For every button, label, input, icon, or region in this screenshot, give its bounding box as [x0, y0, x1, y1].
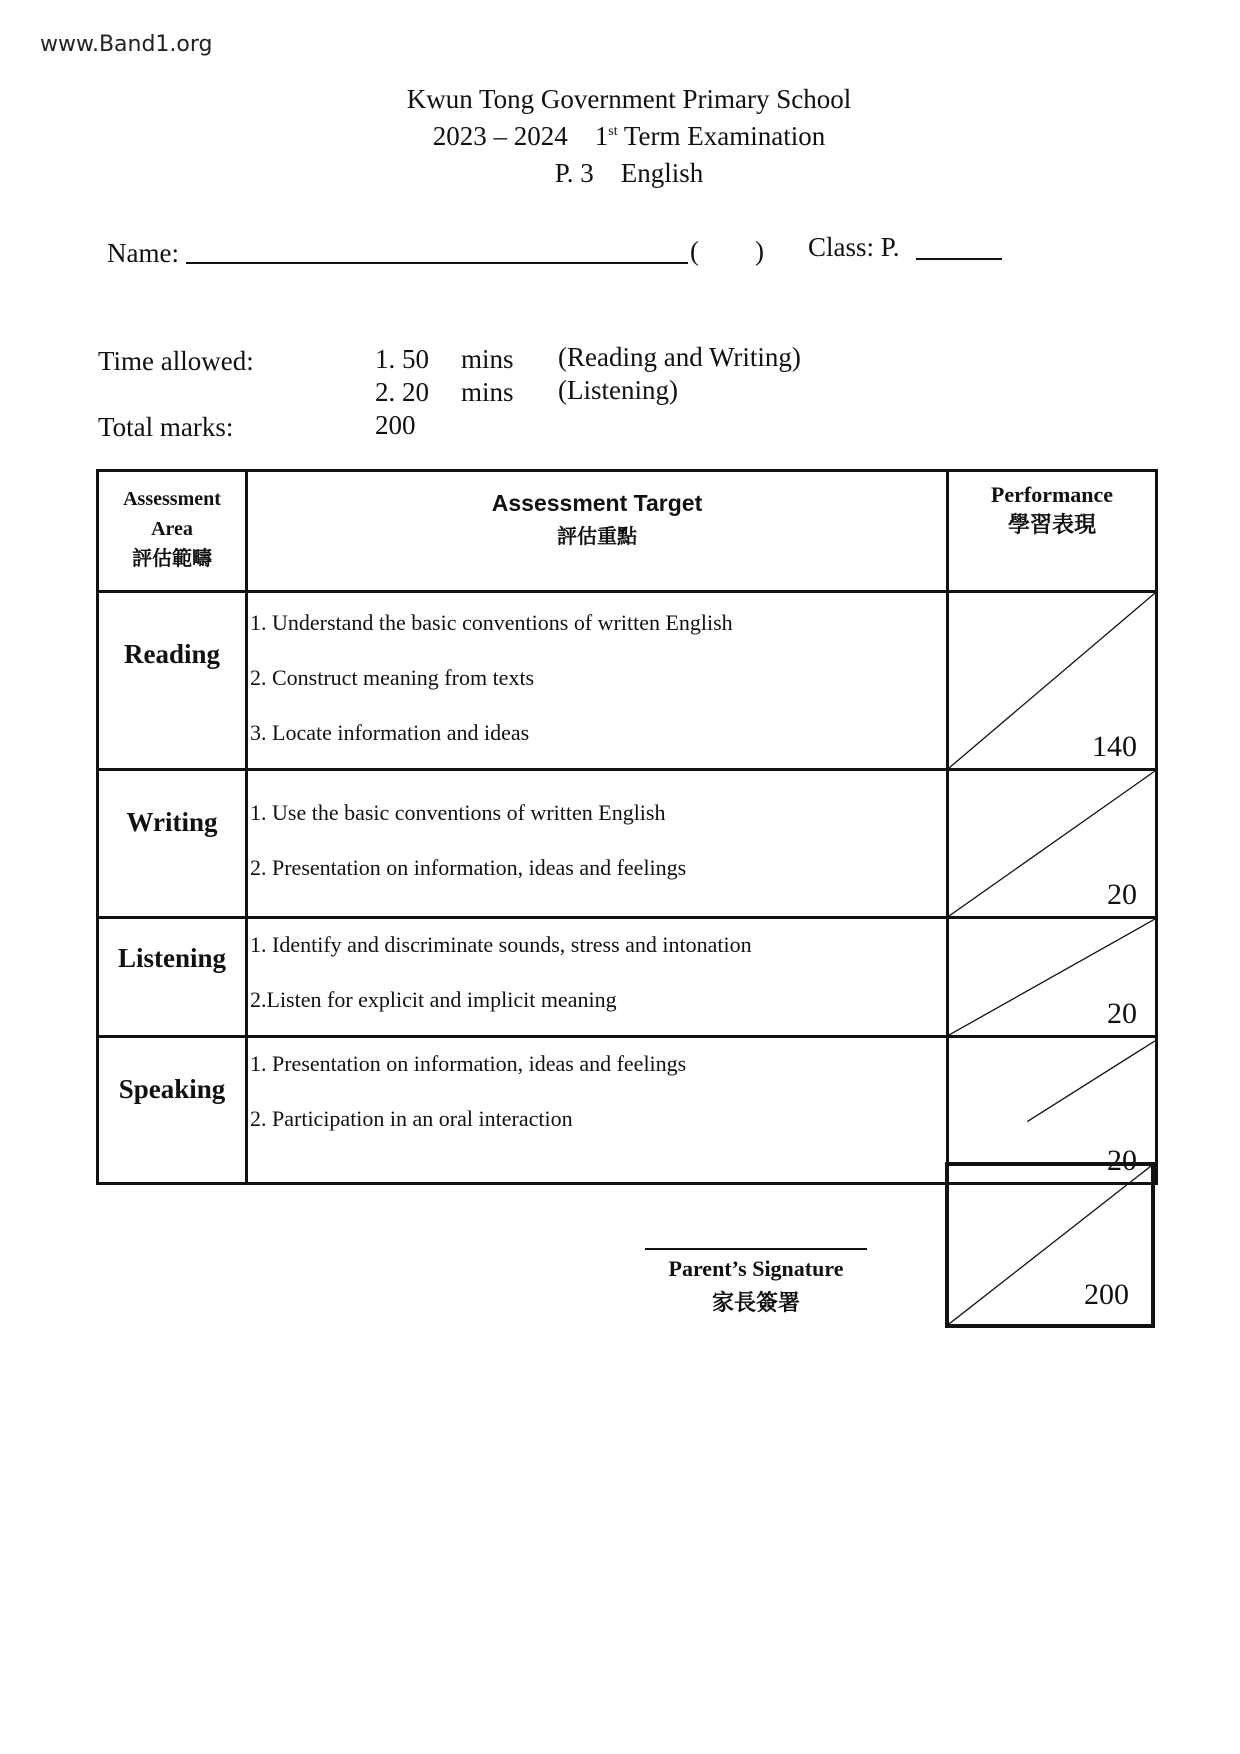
target-item: 2. Construct meaning from texts	[250, 665, 535, 690]
time-listening-desc: (Listening)	[558, 375, 678, 405]
performance-listening	[948, 918, 1157, 1037]
target-item: 2.Listen for explicit and implicit meaning	[250, 987, 617, 1012]
header-area-en2: Area	[151, 518, 193, 540]
term-ordinal-suffix: st	[608, 124, 618, 139]
total-performance-box	[945, 1162, 1155, 1328]
target-item: 3. Locate information and ideas	[250, 720, 530, 745]
exam-title	[0, 121, 1240, 152]
table-header-row	[98, 471, 1157, 592]
target-item: 1. Use the basic conventions of written English	[250, 800, 666, 825]
target-item: 1. Identify and discriminate sounds, stress and intonation	[250, 932, 752, 957]
time-reading-writing-desc: (Reading and Writing)	[558, 342, 801, 372]
name-label: Name:	[107, 238, 179, 268]
targets-reading	[247, 592, 948, 770]
marks-writing: 20	[1107, 878, 1137, 911]
class-number-paren-open: (	[690, 236, 699, 266]
level-subject	[0, 158, 1240, 189]
name-field[interactable]	[186, 262, 688, 264]
parent-signature-label-zh: 家長簽署	[711, 1290, 800, 1315]
marks-listening: 20	[1107, 997, 1137, 1030]
performance-reading	[948, 592, 1157, 770]
performance-writing	[948, 770, 1157, 918]
class-label: Class: P.	[808, 232, 900, 262]
table-row	[98, 918, 1157, 1037]
target-item: 2. Presentation on information, ideas and feelings	[250, 855, 687, 880]
watermark: www.Band1.org	[40, 32, 213, 57]
term-ordinal: 1	[594, 121, 609, 151]
targets-speaking	[247, 1037, 948, 1184]
area-speaking: Speaking	[98, 1037, 247, 1184]
table-row	[98, 770, 1157, 918]
target-item: 1. Understand the basic conventions of written English	[250, 610, 733, 635]
table-row	[98, 592, 1157, 770]
targets-writing	[247, 770, 948, 918]
time-allowed-label: Time allowed:	[98, 346, 254, 376]
area-listening: Listening	[98, 918, 247, 1037]
header-assessment-area	[98, 471, 247, 592]
time-reading-writing: 1. 50	[375, 344, 429, 374]
marks-speaking: 20	[1107, 1144, 1137, 1177]
target-item: 1. Presentation on information, ideas and feelings	[250, 1051, 687, 1076]
time-listening-unit: mins	[461, 377, 514, 407]
header-area-en1: Assessment	[123, 488, 221, 510]
school-name: Kwun Tong Government Primary School	[406, 84, 852, 114]
header-area-zh: 評估範疇	[132, 548, 212, 570]
header-target-zh: 評估重點	[557, 526, 637, 548]
parent-signature-label: Parent’s Signature	[668, 1256, 844, 1281]
class-number-paren-close: )	[755, 236, 764, 266]
marks-reading: 140	[1092, 730, 1137, 763]
exam-year: 2023 – 2024	[432, 121, 568, 151]
time-reading-writing-unit: mins	[461, 344, 514, 374]
class-field[interactable]	[916, 258, 1002, 260]
level: P. 3	[554, 158, 594, 188]
header-performance	[948, 471, 1157, 592]
area-writing: Writing	[98, 770, 247, 918]
assessment-table	[96, 469, 1158, 1185]
header-assessment-target	[247, 471, 948, 592]
header-perf-en: Performance	[990, 482, 1114, 507]
targets-listening	[247, 918, 948, 1037]
target-item: 2. Participation in an oral interaction	[250, 1106, 573, 1131]
term-label: Term Examination	[623, 121, 826, 151]
parent-signature-line[interactable]	[645, 1248, 867, 1250]
total-marks-value: 200	[375, 410, 416, 440]
time-listening: 2. 20	[375, 377, 429, 407]
header-target-en: Assessment Target	[491, 490, 703, 516]
subject: English	[620, 158, 704, 188]
total-marks: 200	[1084, 1278, 1129, 1311]
header-perf-zh: 學習表現	[1007, 512, 1096, 537]
total-marks-label: Total marks:	[98, 412, 234, 442]
area-reading: Reading	[98, 592, 247, 770]
